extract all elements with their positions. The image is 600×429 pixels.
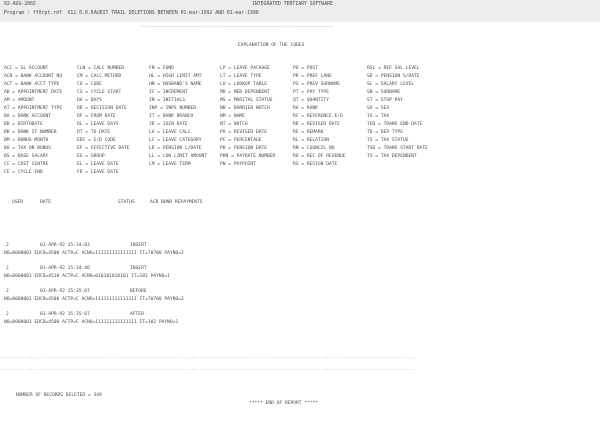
record-date: 01-APR-92 15:35:07 — [40, 289, 90, 294]
code-entry: LC = LEAVE CATEGORY — [149, 138, 202, 143]
code-entry: LU = LOOKUP TABLE — [220, 82, 268, 87]
record-user: J — [6, 312, 9, 317]
record-date: 01-APR-92 15:34:46 — [40, 266, 90, 271]
record-status: INSERT — [130, 243, 147, 248]
code-entry: PD = PENSION DATE — [220, 146, 268, 151]
code-entry: CS = CYCLE START — [77, 90, 122, 95]
company-name: INTEGRATED TERTIARY SOFTWARE — [252, 2, 333, 7]
record-status: INSERT — [130, 266, 147, 271]
code-entry: RO = REC OF REVENUE — [293, 154, 346, 159]
program-name: Program : ffXrpt.rdf V12.0.0.0 — [4, 11, 94, 16]
code-entry: BA = BANK ACCOUNT — [4, 114, 52, 119]
code-entry: TSD = TRANS START DATE — [367, 146, 428, 151]
code-entry: DA = DAYS — [77, 98, 102, 103]
column-status: STATUS — [118, 200, 135, 205]
code-entry: LD = PENSION L/DATE — [149, 146, 202, 151]
record-user: J — [6, 289, 9, 294]
record-detail: NO=0000001 EDCD=4500 ACTP=C ACNO=111111111111111 IT=102 PAYNO=1 — [4, 320, 179, 325]
code-entry: DT = TO DATE — [77, 130, 111, 135]
code-entry: EL = LEAVE DATE — [77, 162, 119, 167]
code-entry: HN = HUSBAND'S NAME — [149, 82, 202, 87]
code-entry: EDC = E/D CODE — [77, 138, 116, 143]
code-entry: RE = REMARK — [293, 130, 324, 135]
record-status: AFTER — [130, 312, 144, 317]
code-entry: PDN = PAYDATE NUMBER — [220, 154, 276, 159]
code-entry: FD = LEAVE DATE — [77, 170, 119, 175]
code-entry: BK = BANK IT NUMBER — [4, 130, 57, 135]
code-entry: CE = CYCLE END — [4, 170, 43, 175]
code-entry: BO = TAX ON BONUS — [4, 146, 52, 151]
code-entry: CLN = CALC NUMBER — [77, 66, 125, 71]
record-date: 01-APR-92 15:35:07 — [40, 312, 90, 317]
code-entry: EF = EFFECTIVE DATE — [77, 146, 130, 151]
top-rule: ---------------------------------------------------------------------- — [140, 25, 334, 30]
code-entry: IN = INITIALS — [149, 98, 185, 103]
code-entry: EG = GROUP — [77, 154, 105, 159]
code-entry: AD = APPOINTMENT DATE — [4, 90, 63, 95]
code-entry: TA = TAX — [367, 114, 390, 119]
record-status: BEFORE — [130, 289, 147, 294]
record-detail: NO=0000001 EDCD=4500 ACTP=C ACNO=111111111111111 IT=70700 PAYNO=2 — [4, 251, 184, 256]
code-entry: FN = FUND — [149, 66, 174, 71]
code-entry: HL = HIGH LIMIT AMT — [149, 74, 202, 79]
code-entry: RL = RELATION — [293, 138, 329, 143]
code-entry: TS = TAX STATUS — [367, 138, 409, 143]
code-entry: ACN = BANK ACCOUNT NO — [4, 74, 63, 79]
code-entry: LA = LEAVE CALC — [149, 130, 191, 135]
code-entry: RA = RANK — [293, 106, 318, 111]
code-entry: BM = BONUS MONTH — [4, 138, 49, 143]
code-entry: PA = REVISED DATE — [220, 130, 268, 135]
code-entry: DL = LEAVE DAYS — [77, 122, 119, 127]
code-entry: NB = BARRIER NOTCH — [220, 106, 270, 111]
record-user: J — [6, 243, 9, 248]
code-entry: RC = REFERENCE E/O — [293, 114, 343, 119]
code-entry: LP = LEAVE PACKAGE — [220, 66, 270, 71]
code-entry: CC = COST CENTRE — [4, 162, 49, 167]
code-entry: INP = INPS NUMBER — [149, 106, 197, 111]
code-entry: BD = BIRTHDATE — [4, 122, 43, 127]
code-entry: TD = DEP TYPE — [367, 130, 403, 135]
code-entry: LL = LOW LIMIT AMOUNT — [149, 154, 208, 159]
code-entry: SD = PENSION S/DATE — [367, 74, 420, 79]
report-date: 02-AUG-2002 — [4, 2, 36, 7]
record-user: J — [6, 266, 9, 271]
code-entry: PT = PAY TYPE — [293, 90, 329, 95]
column-user: USER — [12, 200, 24, 205]
code-entry: PR = PREF LANG — [293, 74, 332, 79]
code-entry: PC = PERCENTAGE — [220, 138, 262, 143]
code-entry: LM = LEAVE TERM — [149, 162, 191, 167]
code-entry: LT = LEAVE TYPE — [220, 74, 262, 79]
code-entry: QT = QUANTITY — [293, 98, 329, 103]
dotted-rule-1: ...................................................................................................................................................... — [0, 355, 415, 360]
code-entry: ST = STOP PAY — [367, 98, 403, 103]
dotted-rule-2: ...................................................................................................................................................... — [0, 367, 415, 372]
explanation-title: EXPLANATION OF THE CODES — [238, 43, 305, 48]
code-entry: RSL = REF SAL LEVEL — [367, 66, 420, 71]
code-entry: PS = PREV SURNAME — [293, 82, 341, 87]
column-bond-repayments: ACB BOND REPAYMENTS — [150, 200, 203, 205]
code-entry: MD = MED DEPENDENT — [220, 90, 270, 95]
record-detail: NO=0000001 EDCD=4500 ACTP=C ACNO=111111111111111 IT=70700 PAYNO=2 — [4, 297, 184, 302]
code-entry: IC = INCREMENT — [149, 90, 188, 95]
code-entry: JD = JOIN DATE — [149, 122, 188, 127]
code-entry: PN = PAYPOINT — [220, 162, 256, 167]
records-deleted-count: NUMBER OF RECORDS DELETED = 349 — [16, 393, 102, 398]
code-entry: CO = CODE — [77, 82, 102, 87]
code-entry: DF = FROM DATE — [77, 114, 116, 119]
code-entry: TX = TAX DEPENDENT — [367, 154, 417, 159]
code-entry: SL = SALARY LEVEL — [367, 82, 415, 87]
end-of-report: ***** END OF REPORT ***** — [249, 401, 319, 406]
report-title: AUDIT TRAIL DELETIONS BETWEEN 01-mar-1992 AND 01-mar-1990 — [94, 11, 259, 16]
code-entry: BS = BASE SALARY — [4, 154, 49, 159]
code-entry: PO = POST — [293, 66, 318, 71]
code-entry: IT = BANK BRANCH — [149, 114, 194, 119]
code-entry: TED = TRANS END DATE — [367, 122, 423, 127]
code-entry: ACT = BANK ACCT TYPE — [4, 82, 60, 87]
code-entry: NM = NAME — [220, 114, 245, 119]
code-entry: MS = MARITAL STATUS — [220, 98, 273, 103]
record-detail: NO=0000001 EDCD=4510 ACTP=C ACNO=010101010101 IT=102 PAYNO=1 — [4, 274, 170, 279]
code-entry: AT = APPOINTMENT TYPE — [4, 106, 63, 111]
code-entry: ACC = GL ACCOUNT — [4, 66, 49, 71]
code-entry: RS = RESIGN DATE — [293, 162, 338, 167]
code-entry: RD = REVISED DATE — [293, 122, 341, 127]
code-entry: SX = SEX — [367, 106, 390, 111]
code-entry: NT = NOTCH — [220, 122, 248, 127]
code-entry: SN = SURNAME — [367, 90, 401, 95]
code-entry: CM = CALC METHOD — [77, 74, 122, 79]
code-entry: AM = AMOUNT — [4, 98, 35, 103]
column-date: DATE — [40, 200, 52, 205]
code-entry: RN = COUNCIL NO — [293, 146, 335, 151]
code-entry: DD = DECISION DATE — [77, 106, 127, 111]
record-date: 01-APR-92 15:34:03 — [40, 243, 90, 248]
